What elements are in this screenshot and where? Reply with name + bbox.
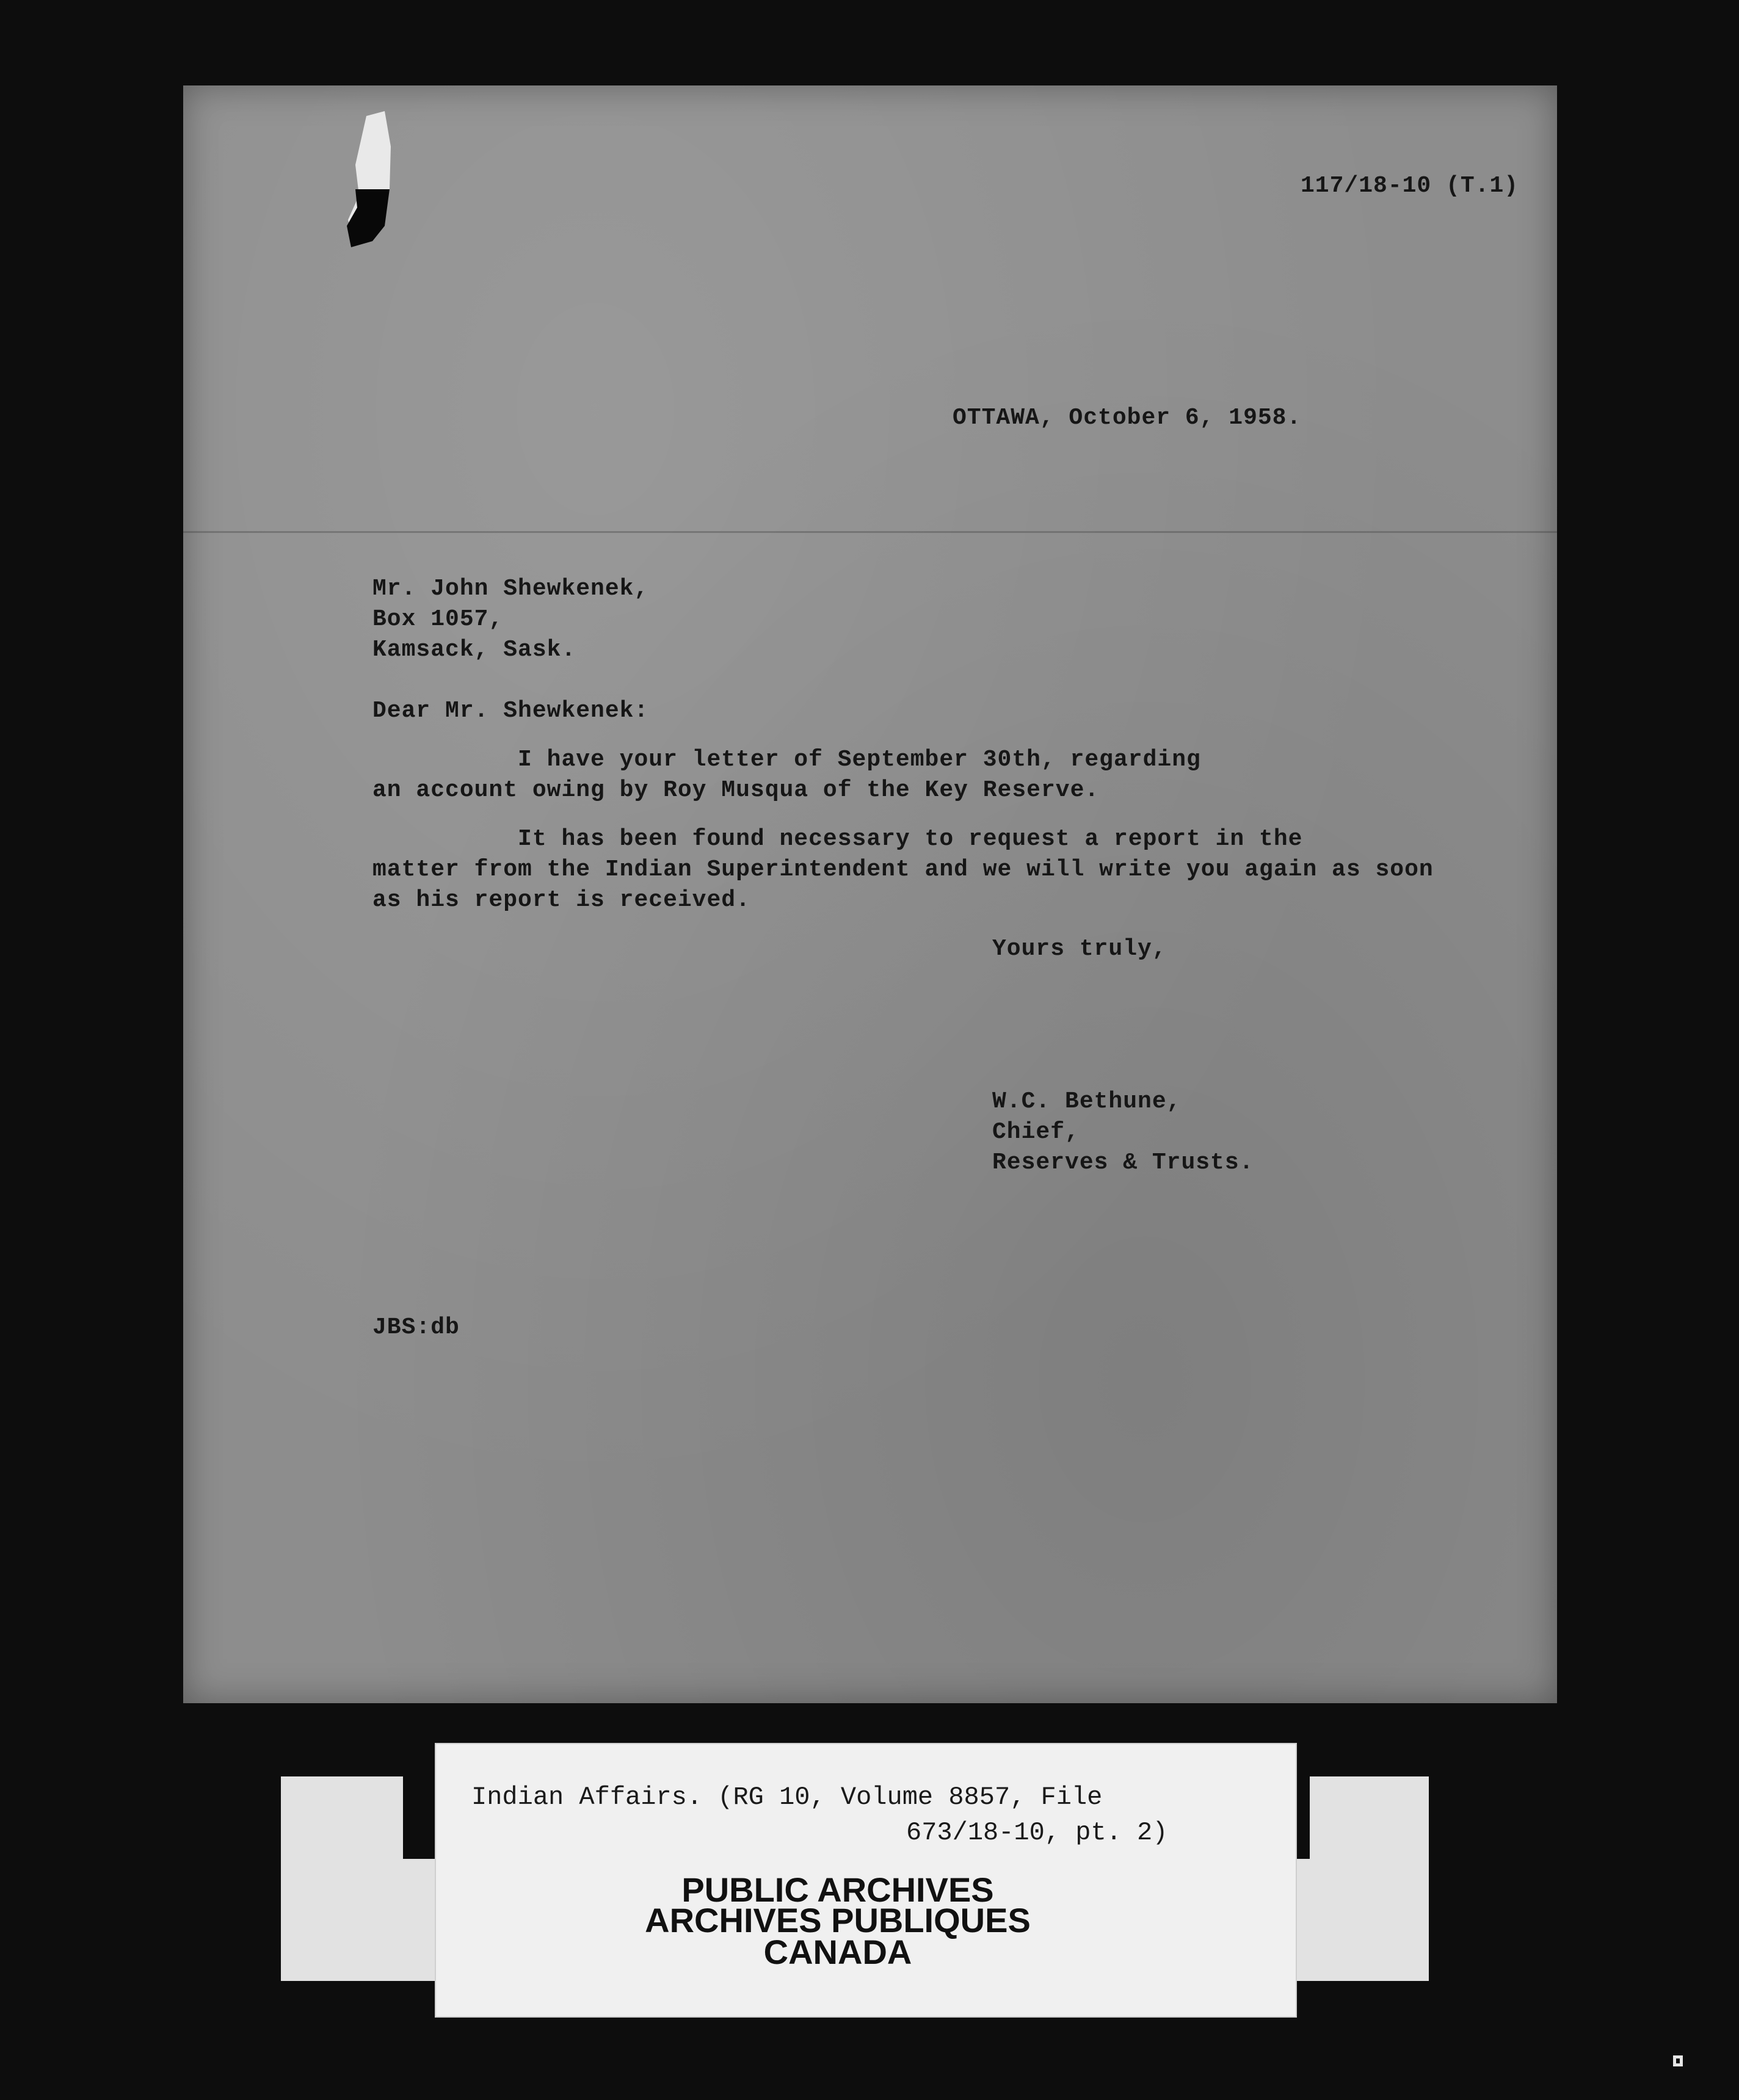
paragraph-line: I have your letter of September 30th, regarding <box>372 747 1201 773</box>
label-notch <box>403 1776 440 1859</box>
signatory-title: Chief, <box>992 1119 1080 1145</box>
binder-punch-mark <box>342 110 397 256</box>
archive-stamp-english: PUBLIC ARCHIVES <box>681 1870 994 1909</box>
paragraph-line: matter from the Indian Superintendent and we will write you again as soon <box>372 856 1434 883</box>
archive-reference-line-2: 673/18-10, pt. 2) <box>906 1818 1168 1847</box>
signatory-branch: Reserves & Trusts. <box>992 1150 1254 1176</box>
body-paragraph-1 <box>372 745 1201 806</box>
archive-stamp-french: ARCHIVES PUBLIQUES <box>645 1901 1031 1939</box>
typist-initials: JBS:db <box>372 1314 460 1341</box>
file-reference: 117/18-10 (T.1) <box>1301 173 1519 199</box>
recipient-address <box>372 574 648 665</box>
recipient-city: Kamsack, Sask. <box>372 637 576 663</box>
dateline: OTTAWA, October 6, 1958. <box>953 405 1302 431</box>
closing: Yours truly, <box>992 936 1167 962</box>
fold-line <box>183 531 1557 533</box>
letter-sheet <box>183 85 1557 1703</box>
recipient-name: Mr. John Shewkenek, <box>372 576 649 602</box>
signature-block <box>992 1087 1254 1178</box>
recipient-box: Box 1057, <box>372 606 504 632</box>
body-paragraph-2 <box>372 824 1434 916</box>
archive-stamp-country: CANADA <box>763 1933 912 1971</box>
paragraph-line: an account owing by Roy Musqua of the Key Reserve. <box>372 777 1100 803</box>
paragraph-line: It has been found necessary to request a report in the <box>372 826 1303 852</box>
archive-label <box>435 1743 1297 2018</box>
archive-reference-line-1: Indian Affairs. (RG 10, Volume 8857, File <box>471 1783 1103 1812</box>
paragraph-line: as his report is received. <box>372 887 750 913</box>
signatory-name: W.C. Bethune, <box>992 1088 1182 1115</box>
salutation: Dear Mr. Shewkenek: <box>372 698 649 724</box>
film-corner-mark <box>1672 2054 1684 2068</box>
